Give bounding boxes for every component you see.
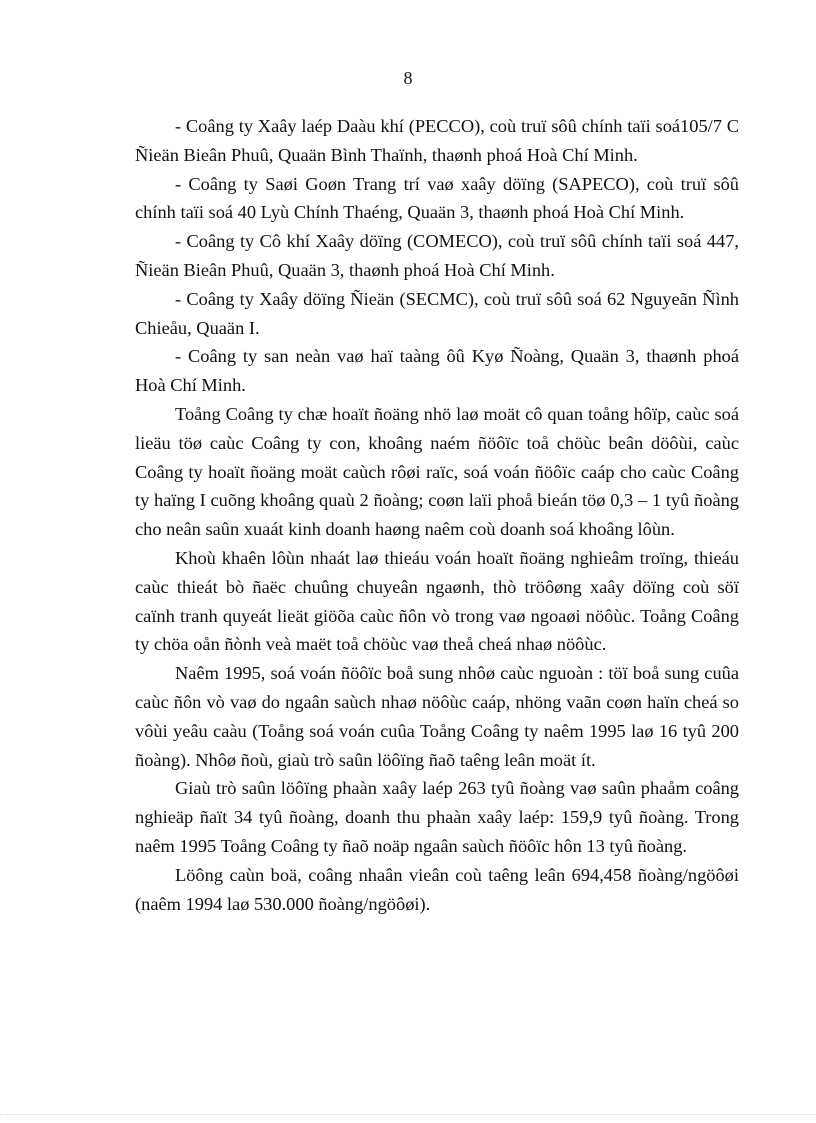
paragraph-secmc: - Coâng ty Xaây döïng Ñieän (SECMC), coù truï sôû soá 62 Nguyeãn Ñình Chieåu, Quaän I. — [135, 288, 739, 338]
paragraph-luong: Löông caùn boä, coâng nhaân vieân coù taêng leân 694,458 ñoàng/ngöôøi (naêm 1994 laø 530.000 ñoàng/ngöôøi). — [135, 864, 739, 914]
paragraph-comeco: - Coâng ty Cô khí Xaây döïng (COMECO), coù truï sôû chính taïi soá 447, Ñieän Bieân Phuû, Quaän 3, thaønh phoá Hoà Chí Minh. — [135, 231, 739, 280]
paragraph-nam-1995: Naêm 1995, soá voán ñöôïc boå sung nhôø caùc nguoàn : töï boå sung cuûa caùc ñôn vò vaø do ngaân saùch nhaø nöôùc caáp, nhöng vaãn coøn haïn cheá so vôùi yeâu caàu (Toång soá voán cuûa Toång Coâng ty naêm 1995 laø 16 tyû 200 ñoàng). Nhôø ñoù, giaù trò saûn löôïng ñaõ taêng leân moät ít. — [135, 663, 739, 770]
paragraph-san-nen: - Coâng ty san neàn vaø haï taàng ôû Kyø Ñoàng, Quaän 3, thaønh phoá Hoà Chí Minh. — [135, 346, 739, 396]
page-bottom-divider — [0, 1114, 816, 1115]
page-number: 8 — [403, 68, 413, 88]
document-body — [135, 112, 739, 918]
paragraph-gia-tri-san-luong: Giaù trò saûn löôïng phaàn xaây laép 263 tyû ñoàng vaø saûn phaåm coâng nghieäp ñaït 34 tyû ñoàng, doanh thu phaàn xaây laép: 159,9 tyû ñoàng. Trong naêm 1995 Toång Coâng ty ñaõ noäp ngaân saùch ñöôïc hôn 13 tyû ñoàng. — [135, 778, 739, 856]
paragraph-kho-khan: Khoù khaên lôùn nhaát laø thieáu voán hoaït ñoäng nghieâm troïng, thieáu caùc thieát bò ñaëc chuûng chuyeân ngaønh, thò tröôøng xaây döïng coù söï caïnh tranh quyeát lieät giöõa caùc ñôn vò trong vaø ngoaøi nöôùc. Toång Coâng ty chöa oån ñònh veà maët toå chöùc vaø theå cheá nhaø nöôùc. — [135, 547, 739, 655]
paragraph-tong-cong-ty: Toång Coâng ty chæ hoaït ñoäng nhö laø moät cô quan toång hôïp, caùc soá lieäu töø caùc Coâng ty con, khoâng naém ñöôïc toå chöùc beân döôùi, caùc Coâng ty hoaït ñoäng moät caùch rôøi raïc, soá voán ñöôïc caáp cho caùc Coâng ty haïng I cuõng khoâng quaù 2 ñoàng; coøn laïi phoå bieán töø 0,3 – 1 tyû ñoàng cho neân saûn xuaát kinh doanh haøng naêm coù doanh soá khoâng lôùn. — [135, 403, 739, 540]
paragraph-pecco: - Coâng ty Xaây laép Daàu khí (PECCO), coù truï sôû chính taïi soá105/7 C Ñieän Bieân Phuû, Quaän Bình Thaïnh, thaønh phoá Hoà Chí Minh. — [135, 116, 739, 165]
paragraph-sapeco: - Coâng ty Saøi Goøn Trang trí vaø xaây döïng (SAPECO), coù truï sôû chính taïi soá 40 Lyù Chính Thaéng, Quaän 3, thaønh phoá Hoà Chí Minh. — [135, 173, 739, 223]
